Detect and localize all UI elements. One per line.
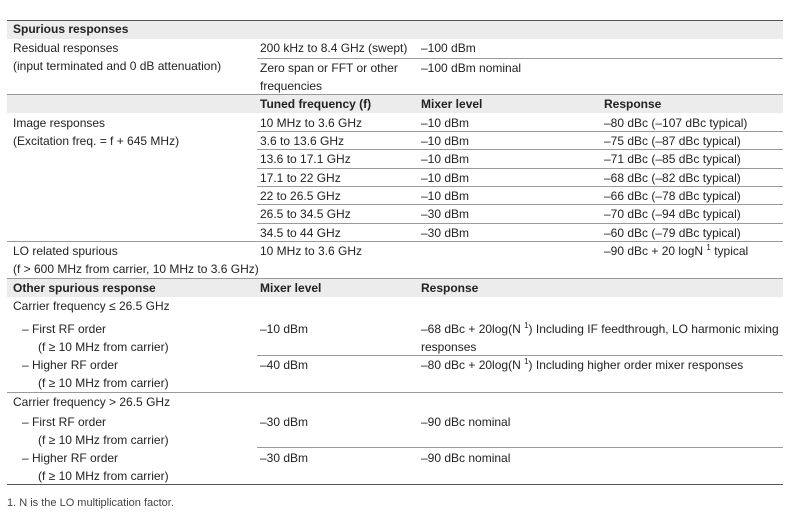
group-carrier-gt-26-5: Carrier frequency > 26.5 GHz bbox=[13, 395, 171, 409]
image-row-response: –66 dBc (–78 dBc typical) bbox=[604, 189, 741, 203]
residual-cond-2-cont: frequencies bbox=[260, 79, 323, 93]
g2-first-rf-order-label: – First RF order bbox=[22, 415, 107, 429]
section-title: Spurious responses bbox=[13, 22, 129, 36]
g1-higher-mixer: –40 dBm bbox=[260, 358, 309, 372]
image-row-response: –75 dBc (–87 dBc typical) bbox=[604, 134, 741, 148]
rule bbox=[7, 94, 783, 95]
image-row-response: –60 dBc (–79 dBc typical) bbox=[604, 226, 741, 240]
g1-higher-rf-order-label: – Higher RF order bbox=[22, 358, 119, 372]
image-row-response: –71 dBc (–85 dBc typical) bbox=[604, 152, 741, 166]
image-row-mixer: –10 dBm bbox=[421, 134, 470, 148]
image-row-freq: 13.6 to 17.1 GHz bbox=[260, 152, 351, 166]
rule bbox=[257, 447, 783, 448]
g2-first-response: –90 dBc nominal bbox=[421, 415, 511, 429]
residual-sublabel: (input terminated and 0 dB attenuation) bbox=[13, 59, 222, 73]
lo-sublabel: (f > 600 MHz from carrier, 10 MHz to 3.6 GHz) bbox=[13, 262, 259, 276]
residual-cond-2: Zero span or FFT or other bbox=[260, 61, 398, 75]
footnote-ref: 1 bbox=[524, 321, 529, 330]
lo-response bbox=[604, 242, 748, 260]
other-col-title: Other spurious response bbox=[13, 281, 156, 295]
footnote-ref: 1 bbox=[706, 243, 711, 252]
g1-higher-rf-order-sub: (f ≥ 10 MHz from carrier) bbox=[38, 376, 169, 390]
g1-first-response-cont: responses bbox=[421, 340, 477, 354]
image-row-freq: 26.5 to 34.5 GHz bbox=[260, 207, 351, 221]
lo-label: LO related spurious bbox=[13, 244, 118, 258]
image-sublabel: (Excitation freq. = f + 645 MHz) bbox=[13, 134, 180, 148]
g2-first-mixer: –30 dBm bbox=[260, 415, 309, 429]
g1-first-rf-order-sub: (f ≥ 10 MHz from carrier) bbox=[38, 340, 169, 354]
residual-label: Residual responses bbox=[13, 41, 119, 55]
g1-higher-response-text: –80 dBc + 20log(N bbox=[421, 358, 525, 372]
footnote: 1. N is the LO multiplication factor. bbox=[7, 497, 174, 509]
residual-value-2: –100 dBm nominal bbox=[421, 61, 522, 75]
lo-freq: 10 MHz to 3.6 GHz bbox=[260, 244, 363, 258]
other-col-response: Response bbox=[421, 281, 479, 295]
image-row-mixer: –30 dBm bbox=[421, 207, 470, 221]
image-row-mixer: –30 dBm bbox=[421, 226, 470, 240]
residual-value-1: –100 dBm bbox=[421, 41, 476, 55]
image-col-tuned-frequency: Tuned frequency (f) bbox=[260, 97, 372, 111]
image-row-mixer: –10 dBm bbox=[421, 189, 470, 203]
image-row-freq: 3.6 to 13.6 GHz bbox=[260, 134, 345, 148]
g2-higher-response: –90 dBc nominal bbox=[421, 451, 511, 465]
g2-higher-rf-order-label: – Higher RF order bbox=[22, 451, 119, 465]
image-row-freq: 34.5 to 44 GHz bbox=[260, 226, 341, 240]
group-carrier-le-26-5: Carrier frequency ≤ 26.5 GHz bbox=[13, 299, 170, 313]
image-row-response: –70 dBc (–94 dBc typical) bbox=[604, 207, 741, 221]
g1-first-mixer: –10 dBm bbox=[260, 322, 309, 336]
image-label: Image responses bbox=[13, 116, 106, 130]
other-col-mixer-level: Mixer level bbox=[260, 281, 322, 295]
g2-higher-rf-order-sub: (f ≥ 10 MHz from carrier) bbox=[38, 469, 169, 483]
image-row-freq: 17.1 to 22 GHz bbox=[260, 171, 341, 185]
g1-higher-response-suffix: ) Including higher order mixer responses bbox=[528, 358, 744, 372]
image-col-response: Response bbox=[604, 97, 662, 111]
image-col-mixer-level: Mixer level bbox=[421, 97, 483, 111]
image-header-band bbox=[7, 95, 783, 113]
image-row-freq: 10 MHz to 3.6 GHz bbox=[260, 116, 363, 130]
image-row-freq: 22 to 26.5 GHz bbox=[260, 189, 341, 203]
image-row-mixer: –10 dBm bbox=[421, 116, 470, 130]
g2-higher-mixer: –30 dBm bbox=[260, 451, 309, 465]
g1-first-rf-order-label: – First RF order bbox=[22, 322, 107, 336]
residual-cond-1: 200 kHz to 8.4 GHz (swept) bbox=[260, 41, 408, 55]
g2-first-rf-order-sub: (f ≥ 10 MHz from carrier) bbox=[38, 433, 169, 447]
g1-first-response-text: –68 dBc + 20log(N bbox=[421, 322, 525, 336]
image-row-response: –80 dBc (–107 dBc typical) bbox=[604, 116, 748, 130]
image-row-response: –68 dBc (–82 dBc typical) bbox=[604, 171, 741, 185]
g1-first-response-suffix: ) Including IF feedthrough, LO harmonic mixing bbox=[528, 322, 779, 336]
lo-response-text: –90 dBc + 20 logN bbox=[604, 244, 707, 258]
image-row-mixer: –10 dBm bbox=[421, 171, 470, 185]
g1-first-response bbox=[421, 320, 779, 338]
footnote-ref: 1 bbox=[524, 357, 529, 366]
lo-response-suffix: typical bbox=[710, 244, 749, 258]
g1-higher-response bbox=[421, 356, 743, 374]
image-row-mixer: –10 dBm bbox=[421, 152, 470, 166]
